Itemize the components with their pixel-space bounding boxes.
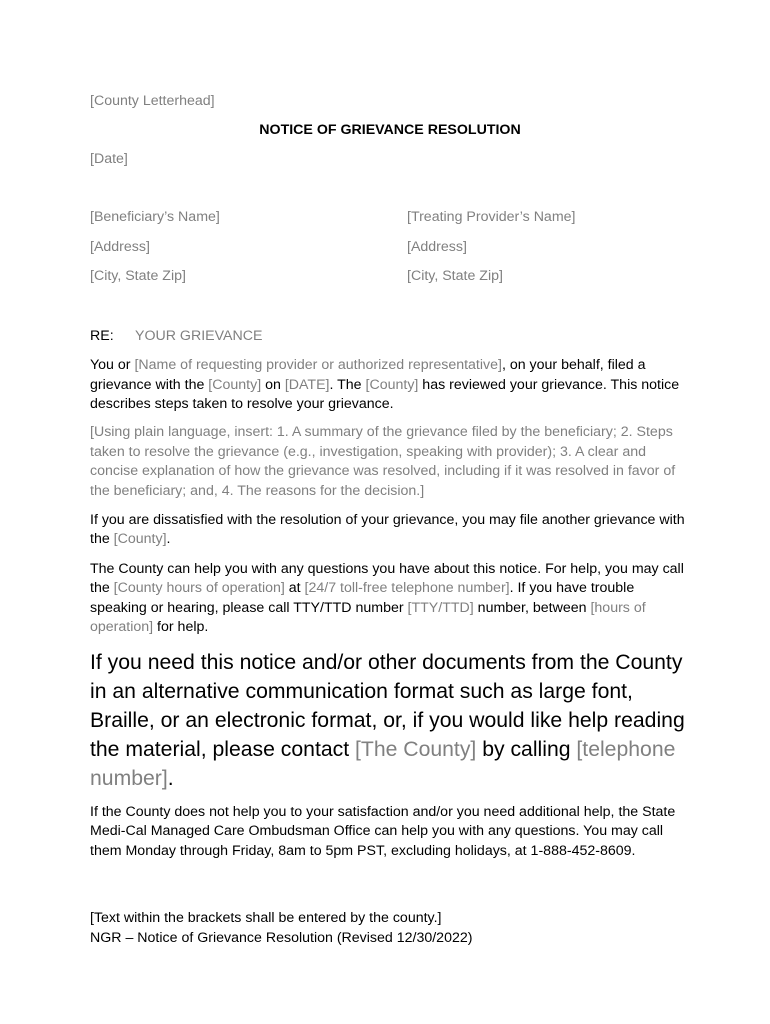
text: . — [167, 767, 174, 791]
filing-paragraph — [90, 356, 690, 414]
county-placeholder: [County] — [113, 531, 167, 548]
text: If you need this notice and/or other documents from the County in an alternative communication format such as large font, Braille, or an electronic format, or, if you would like help reading the material, please contact — [90, 650, 685, 762]
filing-date-placeholder: [DATE] — [284, 376, 330, 393]
text: The County can help you with any questions you have about this notice. For help, you may call the — [90, 560, 684, 597]
form-identifier: NGR – Notice of Grievance Resolution (Revised 12/30/2022) — [90, 929, 473, 946]
text: If you are dissatisfied with the resolution of your grievance, you may file another grievance with the — [90, 512, 685, 548]
date-placeholder: [Date] — [90, 150, 128, 167]
hours-of-operation-placeholder: [hours of operation] — [90, 599, 646, 636]
hours-placeholder: [County hours of operation] — [113, 580, 285, 597]
text: You or — [90, 357, 135, 374]
footer — [90, 909, 690, 948]
ombudsman-paragraph: If the County does not help you to your satisfaction and/or you need additional help, the State Medi-Cal Managed Care Ombudsman Office can help you with any questions. You may call them Monday through Friday, 8am to 5pm PST, excluding holidays, at 1-888-452-8609. — [90, 803, 676, 859]
telephone-placeholder: [telephone number] — [90, 738, 676, 791]
text: for help. — [153, 619, 209, 636]
notice-document — [90, 92, 690, 948]
county-letterhead-placeholder: [County Letterhead] — [90, 93, 215, 109]
text: has reviewed your grievance. This notice describes steps taken to resolve your grievance. — [90, 376, 680, 413]
document-title: NOTICE OF GRIEVANCE RESOLUTION — [259, 122, 521, 139]
text: number, between — [473, 599, 591, 616]
tty-placeholder: [TTY/TTD] — [407, 599, 474, 616]
dissatisfied-paragraph — [90, 511, 690, 550]
re-label: RE: — [90, 327, 114, 344]
beneficiary-name-placeholder: [Beneficiary’s Name] — [90, 209, 220, 226]
bracket-note: [Text within the brackets shall be entered by the county.] — [90, 910, 442, 927]
text: at — [284, 580, 305, 597]
beneficiary-address-placeholder: [Address] — [90, 238, 150, 255]
text: . If you have trouble speaking or hearing, please call TTY/TTD number — [90, 580, 635, 616]
provider-address-placeholder: [Address] — [407, 238, 467, 255]
provider-name-placeholder: [Treating Provider’s Name] — [407, 209, 576, 226]
provider-city-placeholder: [City, State Zip] — [407, 268, 503, 285]
text: by calling — [476, 738, 577, 762]
toll-free-number-placeholder: [24/7 toll-free telephone number] — [304, 580, 510, 597]
text: . The — [329, 376, 366, 393]
address-block — [90, 208, 690, 287]
re-line — [90, 327, 690, 346]
text: . — [166, 531, 171, 548]
re-subject: YOUR GRIEVANCE — [135, 327, 263, 344]
beneficiary-city-placeholder: [City, State Zip] — [90, 268, 186, 285]
resolution-summary-placeholder: [Using plain language, insert: 1. A summary of the grievance filed by the beneficiary; 2. Steps taken to resolve the grievance (e.g., investigation, speaking with provider); 3. A clear and concise explanation of how the grievance was resolved, including if it was resolved in favor of the beneficiary; and, 4. The reasons for the decision.] — [90, 424, 676, 499]
county-placeholder: [County] — [208, 376, 262, 393]
county-contact-placeholder: [The County] — [355, 738, 477, 762]
alternative-format-paragraph — [90, 648, 690, 794]
text: , on your behalf, filed a grievance with the — [90, 357, 646, 393]
help-paragraph — [90, 560, 690, 638]
requester-placeholder: [Name of requesting provider or authorized representative] — [134, 357, 502, 374]
county-placeholder: [County] — [365, 376, 419, 393]
text: on — [261, 376, 285, 393]
